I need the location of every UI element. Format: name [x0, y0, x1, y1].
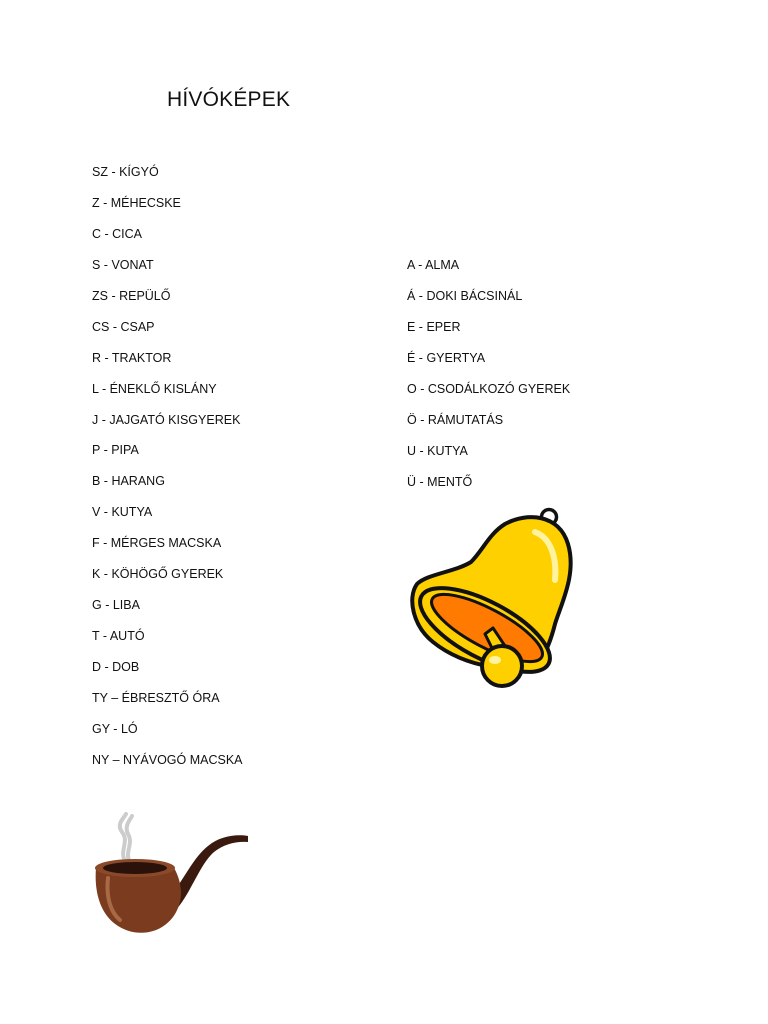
- list-item: A - ALMA: [407, 258, 460, 272]
- list-item: V - KUTYA: [92, 505, 153, 520]
- list-item: L - ÉNEKLŐ KISLÁNY: [92, 381, 217, 396]
- list-item: CS - CSAP: [92, 319, 155, 334]
- pipe-icon: [90, 812, 252, 936]
- list-item: P - PIPA: [92, 443, 139, 458]
- list-item: É - GYERTYA: [407, 350, 486, 365]
- list-item: G - LIBA: [92, 598, 140, 613]
- list-item: Á - DOKI BÁCSINÁL: [407, 288, 523, 303]
- list-item: Ü - MENTŐ: [407, 474, 473, 489]
- list-item: B - HARANG: [92, 474, 165, 489]
- list-item: TY – ÉBRESZTŐ ÓRA: [92, 690, 220, 705]
- list-item: S - VONAT: [92, 257, 154, 272]
- list-item: ZS - REPÜLŐ: [92, 288, 171, 303]
- list-item: O - CSODÁLKOZÓ GYEREK: [407, 381, 571, 396]
- list-item: J - JAJGATÓ KISGYEREK: [92, 412, 241, 427]
- list-item: E - EPER: [407, 319, 461, 334]
- list-item: T - AUTÓ: [92, 629, 145, 644]
- list-item: F - MÉRGES MACSKA: [92, 536, 222, 551]
- list-item: GY - LÓ: [92, 721, 138, 736]
- list-item: C - CICA: [92, 226, 142, 241]
- page-title: HÍVÓKÉPEK: [167, 88, 291, 111]
- bell-icon: [405, 502, 577, 692]
- list-item: U - KUTYA: [407, 443, 468, 458]
- list-item: D - DOB: [92, 660, 140, 674]
- list-item: NY – NYÁVOGÓ MACSKA: [92, 752, 243, 767]
- consonant-list: [92, 164, 243, 783]
- list-item: K - KÖHÖGŐ GYEREK: [92, 567, 224, 582]
- list-item: R - TRAKTOR: [92, 350, 172, 365]
- list-item: Ö - RÁMUTATÁS: [407, 412, 504, 427]
- list-item: SZ - KÍGYÓ: [92, 165, 159, 179]
- list-item: Z - MÉHECSKE: [92, 195, 181, 210]
- vowel-list: [407, 257, 570, 505]
